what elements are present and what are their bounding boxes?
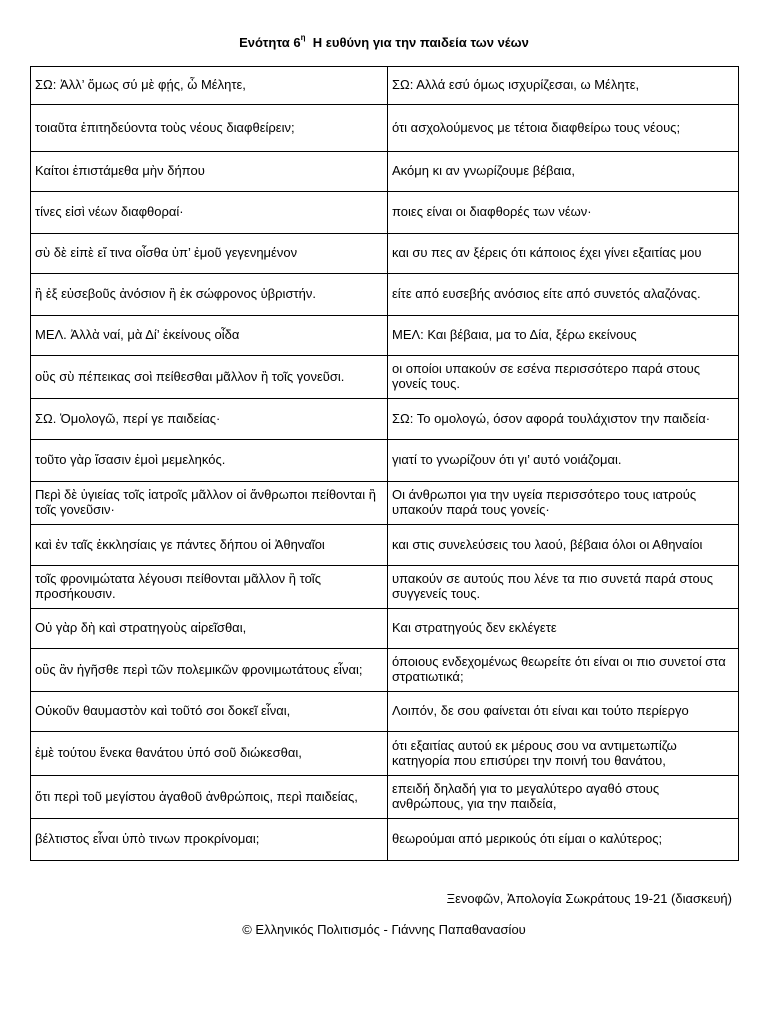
- modern-translation-cell: και συ πες αν ξέρεις ότι κάποιος έχει γίνει εξαιτίας μου: [388, 234, 739, 274]
- modern-translation-cell: επειδή δηλαδή για το μεγαλύτερο αγαθό στους ανθρώπους, για την παιδεία,: [388, 776, 739, 819]
- modern-translation-cell: Και στρατηγούς δεν εκλέγετε: [388, 609, 739, 649]
- page-title: [0, 35, 768, 50]
- modern-translation-cell: ότι ασχολούμενος με τέτοια διαφθείρω τους νέους;: [388, 105, 739, 152]
- ancient-text-cell: τοῖς φρονιμώτατα λέγουσι πείθονται μᾶλλον ἢ τοῖς προσήκουσιν.: [31, 566, 388, 609]
- modern-translation-cell: ΣΩ: Αλλά εσύ όμως ισχυρίζεσαι, ω Μέλητε,: [388, 67, 739, 105]
- table-row: [31, 482, 739, 525]
- modern-translation-cell: όποιους ενδεχομένως θεωρείτε ότι είναι οι πιο συνετοί στα στρατιωτικά;: [388, 649, 739, 692]
- table-row: [31, 692, 739, 732]
- ancient-text-cell: ὅτι περὶ τοῦ μεγίστου ἀγαθοῦ ἀνθρώποις, περὶ παιδείας,: [31, 776, 388, 819]
- ancient-text-cell: ἐμὲ τούτου ἕνεκα θανάτου ὑπό σοῦ διώκεσθαι,: [31, 732, 388, 776]
- table-row: [31, 649, 739, 692]
- ancient-text-cell: Οὐκοῦν θαυμαστὸν καὶ τοῦτό σοι δοκεῖ εἶναι,: [31, 692, 388, 732]
- table-row: [31, 732, 739, 776]
- table-row: [31, 525, 739, 566]
- ancient-text-cell: Καίτοι ἐπιστάμεθα μὴν δήπου: [31, 152, 388, 192]
- ancient-text-cell: ΣΩ. Ὁμολογῶ, περί γε παιδείας·: [31, 399, 388, 440]
- ancient-text-cell: βέλτιστος εἶναι ὑπὸ τινων προκρίνομαι;: [31, 819, 388, 861]
- ancient-text-cell: ΜΕΛ. Ἀλλὰ ναί, μὰ Δί’ ἐκείνους οἶδα: [31, 316, 388, 356]
- ancient-text-cell: οὓς σὺ πέπεικας σοὶ πείθεσθαι μᾶλλον ἢ τοῖς γονεῦσι.: [31, 356, 388, 399]
- table-row: [31, 566, 739, 609]
- translation-table: [30, 66, 739, 861]
- ancient-text-cell: οὓς ἂν ἡγῆσθε περὶ τῶν πολεμικῶν φρονιμωτάτους εἶναι;: [31, 649, 388, 692]
- modern-translation-cell: Οι άνθρωποι για την υγεία περισσότερο τους ιατρούς υπακούν παρά τους γονείς·: [388, 482, 739, 525]
- copyright-line: © Ελληνικός Πολιτισμός - Γιάννης Παπαθανασίου: [242, 922, 526, 937]
- title-main: Ενότητα 6: [239, 35, 301, 50]
- table-row: [31, 440, 739, 482]
- source-citation: Ξενοφῶν, Ἀπολογία Σωκράτους 19-21 (διασκευή): [446, 891, 732, 906]
- ancient-text-cell: Οὐ γὰρ δὴ καὶ στρατηγοὺς αἱρεῖσθαι,: [31, 609, 388, 649]
- table-row: [31, 609, 739, 649]
- modern-translation-cell: γιατί το γνωρίζουν ότι γι’ αυτό νοιάζομαι.: [388, 440, 739, 482]
- table-row: [31, 192, 739, 234]
- ancient-text-cell: ἢ ἐξ εὐσεβοῦς ἀνόσιον ἢ ἐκ σώφρονος ὑβριστήν.: [31, 274, 388, 316]
- modern-translation-cell: ποιες είναι οι διαφθορές των νέων·: [388, 192, 739, 234]
- modern-translation-cell: υπακούν σε αυτούς που λένε τα πιο συνετά παρά στους συγγενείς τους.: [388, 566, 739, 609]
- modern-translation-cell: Ακόμη κι αν γνωρίζουμε βέβαια,: [388, 152, 739, 192]
- table-row: [31, 819, 739, 861]
- table-row: [31, 356, 739, 399]
- modern-translation-cell: ΜΕΛ: Και βέβαια, μα το Δία, ξέρω εκείνους: [388, 316, 739, 356]
- ancient-text-cell: τοιαῦτα ἐπιτηδεύοντα τοὺς νέους διαφθείρειν;: [31, 105, 388, 152]
- modern-translation-cell: και στις συνελεύσεις του λαού, βέβαια όλοι οι Αθηναίοι: [388, 525, 739, 566]
- title-sup: η: [300, 33, 306, 42]
- title-rest: Η ευθύνη για την παιδεία των νέων: [305, 35, 529, 50]
- table-row: [31, 274, 739, 316]
- ancient-text-cell: Περὶ δὲ ὑγιείας τοῖς ἰατροῖς μᾶλλον οἱ ἄνθρωποι πείθονται ἢ τοῖς γονεῦσιν·: [31, 482, 388, 525]
- table-row: [31, 105, 739, 152]
- table-row: [31, 152, 739, 192]
- table-row: [31, 234, 739, 274]
- ancient-text-cell: σὺ δὲ εἰπὲ εἴ τινα οἶσθα ὑπ’ ἐμοῦ γεγενημένον: [31, 234, 388, 274]
- modern-translation-cell: ΣΩ: Το ομολογώ, όσον αφορά τουλάχιστον την παιδεία·: [388, 399, 739, 440]
- ancient-text-cell: τίνες εἰσὶ νέων διαφθοραί·: [31, 192, 388, 234]
- table-row: [31, 776, 739, 819]
- ancient-text-cell: τοῦτο γὰρ ἴσασιν ἐμοὶ μεμεληκός.: [31, 440, 388, 482]
- modern-translation-cell: οι οποίοι υπακούν σε εσένα περισσότερο παρά στους γονείς τους.: [388, 356, 739, 399]
- ancient-text-cell: ΣΩ: Ἀλλ’ ὅμως σύ μὲ φῄς, ὦ Μέλητε,: [31, 67, 388, 105]
- modern-translation-cell: είτε από ευσεβής ανόσιος είτε από συνετός αλαζόνας.: [388, 274, 739, 316]
- modern-translation-cell: θεωρούμαι από μερικούς ότι είμαι ο καλύτερος;: [388, 819, 739, 861]
- modern-translation-cell: Λοιπόν, δε σου φαίνεται ότι είναι και τούτο περίεργο: [388, 692, 739, 732]
- table-row: [31, 316, 739, 356]
- table-row: [31, 67, 739, 105]
- ancient-text-cell: καὶ ἐν ταῖς ἐκκλησίαις γε πάντες δήπου οἱ Ἀθηναῖοι: [31, 525, 388, 566]
- modern-translation-cell: ότι εξαιτίας αυτού εκ μέρους σου να αντιμετωπίζω κατηγορία που επισύρει την ποινή του θανάτου,: [388, 732, 739, 776]
- table-row: [31, 399, 739, 440]
